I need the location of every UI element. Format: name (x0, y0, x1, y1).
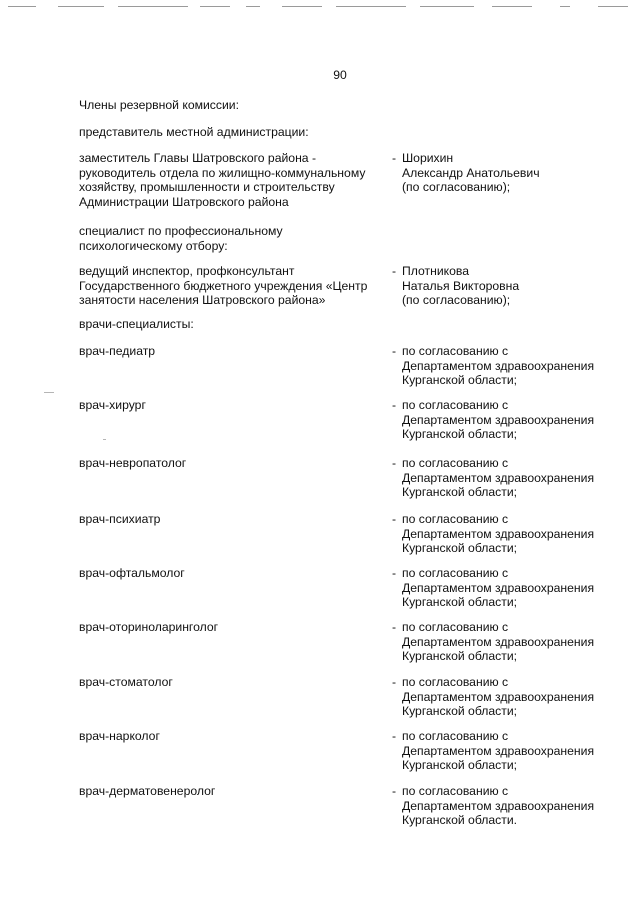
position-line: занятости населения Шатровского района» (79, 293, 326, 308)
section-psych-title (79, 224, 389, 253)
doctor-position: врач-дерматовенеролог (79, 784, 216, 798)
doctor-position: врач-нарколог (79, 729, 160, 743)
approval-line: Курганской области; (402, 541, 518, 556)
approval-line: по согласованию с (402, 784, 509, 798)
dash: - (392, 620, 397, 634)
dash: - (392, 456, 397, 470)
dash: - (392, 512, 397, 526)
page-number: 90 (333, 68, 347, 82)
approval-line: Курганской области; (402, 595, 518, 610)
section-doctors-title: врачи-специалисты: (79, 317, 194, 331)
position-line: Государственного бюджетного учреждения «Центр (79, 278, 368, 293)
dash: - (392, 344, 397, 358)
section-line: специалист по профессиональному (79, 224, 283, 238)
approval-line: Курганской области; (402, 758, 518, 773)
section-admin-title: представитель местной администрации: (79, 125, 309, 139)
margin-mark (103, 439, 106, 440)
approval-line: Департаментом здравоохранения (402, 526, 595, 541)
member-surname: Шорихин (402, 151, 454, 165)
approval-line: Департаментом здравоохранения (402, 412, 595, 427)
doctor-approval (392, 620, 632, 664)
admin-member-position (79, 151, 389, 209)
dash: - (392, 729, 397, 743)
doctor-position: врач-невропатолог (79, 456, 187, 470)
dash: - (392, 151, 397, 165)
section-line: психологическому отбору: (79, 238, 228, 253)
position-line: ведущий инспектор, профконсультант (79, 264, 295, 278)
approval-line: Курганской области; (402, 427, 518, 442)
member-surname: Плотникова (402, 264, 470, 278)
approval-line: Курганской области; (402, 485, 518, 500)
doctor-position: врач-психиатр (79, 512, 161, 526)
doctor-position: врач-стоматолог (79, 675, 173, 689)
approval-line: по согласованию с (402, 620, 509, 634)
position-line: Администрации Шатровского района (79, 194, 289, 209)
psych-member-position (79, 264, 389, 308)
approval-line: по согласованию с (402, 512, 509, 526)
doctor-position: врач-педиатр (79, 344, 156, 358)
approval-line: Департаментом здравоохранения (402, 634, 595, 649)
doctor-approval (392, 784, 632, 828)
dash: - (392, 264, 397, 278)
member-approval-note: (по согласованию); (402, 293, 511, 308)
approval-line: по согласованию с (402, 675, 509, 689)
dash: - (392, 784, 397, 798)
doctor-approval (392, 456, 632, 500)
approval-line: по согласованию с (402, 729, 509, 743)
doctor-position: врач-хирург (79, 398, 146, 412)
position-line: руководитель отдела по жилищно-коммунальному (79, 165, 366, 180)
dash: - (392, 566, 397, 580)
doctor-position: врач-оториноларинголог (79, 620, 219, 634)
approval-line: Департаментом здравоохранения (402, 580, 595, 595)
position-line: заместитель Главы Шатровского района - (79, 151, 317, 165)
approval-line: Департаментом здравоохранения (402, 470, 595, 485)
member-first-names: Наталья Викторовна (402, 278, 520, 293)
doctor-approval (392, 344, 632, 388)
approval-line: Департаментом здравоохранения (402, 743, 595, 758)
member-approval-note: (по согласованию); (402, 180, 511, 195)
doctor-approval (392, 566, 632, 610)
approval-line: по согласованию с (402, 398, 509, 412)
doctor-approval (392, 512, 632, 556)
position-line: хозяйству, промышленности и строительству (79, 180, 335, 195)
approval-line: Департаментом здравоохранения (402, 798, 595, 813)
psych-member-name (392, 264, 632, 308)
dash: - (392, 675, 397, 689)
approval-line: по согласованию с (402, 344, 509, 358)
admin-member-name (392, 151, 632, 195)
approval-line: по согласованию с (402, 456, 509, 470)
scan-header-artifact (0, 0, 640, 12)
doctor-approval (392, 675, 632, 719)
approval-line: Курганской области; (402, 373, 518, 388)
approval-line: Департаментом здравоохранения (402, 358, 595, 373)
approval-line: Курганской области; (402, 704, 518, 719)
doctor-position: врач-офтальмолог (79, 566, 185, 580)
approval-line: по согласованию с (402, 566, 509, 580)
heading: Члены резервной комиссии: (79, 98, 239, 112)
approval-line: Департаментом здравоохранения (402, 689, 595, 704)
approval-line: Курганской области. (402, 813, 518, 828)
member-first-names: Александр Анатольевич (402, 165, 540, 180)
approval-line: Курганской области; (402, 649, 518, 664)
doctor-approval (392, 729, 632, 773)
dash: - (392, 398, 397, 412)
margin-mark (44, 392, 54, 393)
doctor-approval (392, 398, 632, 442)
